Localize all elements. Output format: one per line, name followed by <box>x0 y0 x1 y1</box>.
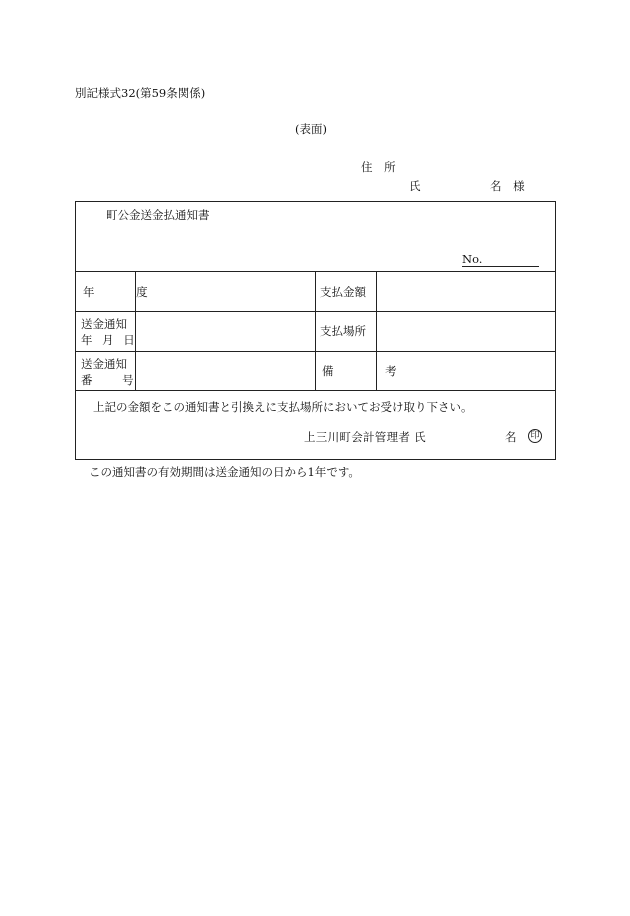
payment-amount-label: 支払金額 <box>320 285 366 299</box>
notice-title: 町公金送金払通知書 <box>106 208 210 222</box>
remarks-label: 備 考 <box>322 364 421 378</box>
remit-number-label-line1: 送金通知 <box>81 357 127 371</box>
address-label: 住 所 <box>361 160 400 174</box>
table-col-divider-2 <box>315 271 316 391</box>
issuer-label: 上三川町会計管理者 氏 <box>304 430 426 444</box>
side-label: (表面) <box>295 122 327 136</box>
number-underline <box>462 266 539 267</box>
number-label: No. <box>462 252 483 266</box>
form-reference: 別記様式32(第59条関係) <box>75 86 206 100</box>
issuer-name-suffix: 名 <box>505 430 517 444</box>
payment-place-label: 支払場所 <box>320 324 366 338</box>
remit-number-label-line2: 番 号 <box>81 373 147 387</box>
remit-date-label-line2: 年 月 日 <box>81 333 138 347</box>
instruction-text: 上記の金額をこの通知書と引換えに支払場所においてお受け取り下さい。 <box>93 400 473 414</box>
fiscal-year-label: 年 度 <box>83 285 167 299</box>
validity-note: この通知書の有効期間は送金通知の日から1年です。 <box>89 465 360 479</box>
name-label-part2: 名 様 <box>490 179 529 193</box>
remit-date-label-line1: 送金通知 <box>81 317 127 331</box>
name-label-part1: 氏 <box>409 179 421 193</box>
seal-mark: 印 <box>528 429 542 443</box>
